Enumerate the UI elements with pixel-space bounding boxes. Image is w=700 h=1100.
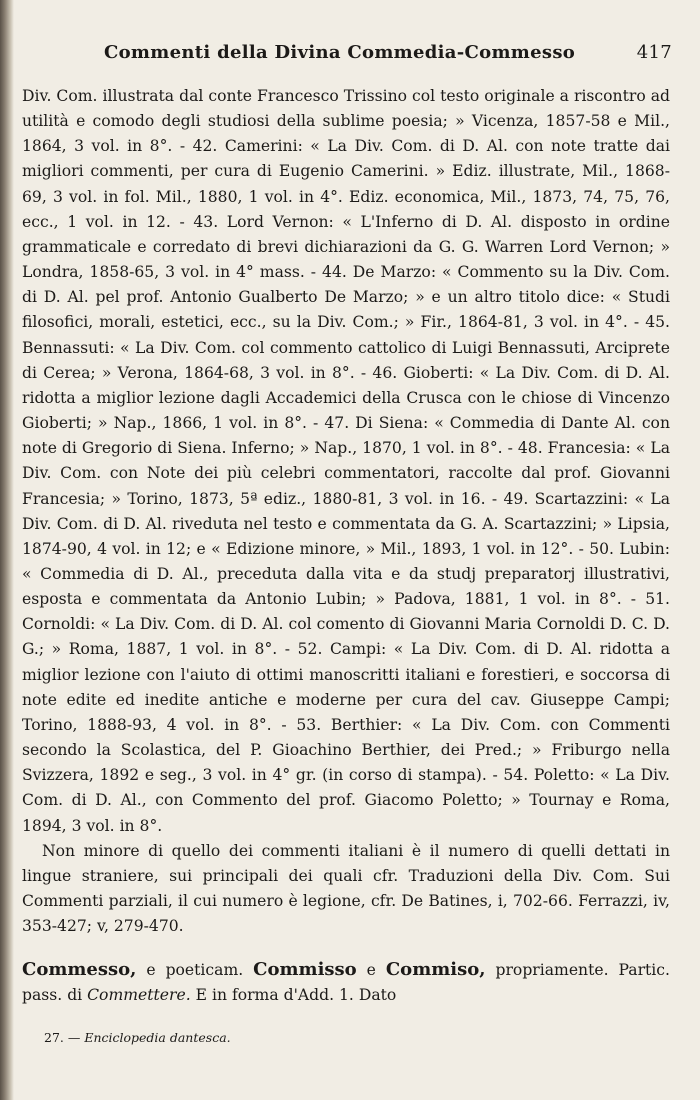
dictionary-entry-commesso — [22, 957, 670, 1008]
signature-number: 27. — — [44, 1029, 85, 1045]
book-page — [22, 38, 680, 1050]
headword-commesso: Commesso, — [22, 959, 137, 981]
entry-text-4: E in forma d'Add. 1. Dato — [190, 986, 397, 1005]
entry-text-1: e poeticam. — [136, 961, 254, 980]
entry-reference-commettere: Commettere. — [87, 986, 191, 1005]
foreign-commentaries-paragraph: Non minore di quello dei commenti italiani è il numero di quelli dettati in lingue straniere, sui principali dei quali cfr. Traduzioni della Div. Com. Sui Commenti parziali, il cui numero è legione, cfr. De Batines, i, 702-66. Ferrazzi, iv, 353-427; v, 279-470. — [22, 841, 670, 936]
entry-text-3: propriamente. Partic. pass. di — [22, 961, 670, 1005]
page-number: 417 — [636, 42, 672, 63]
running-header — [22, 38, 680, 70]
page-body — [22, 84, 680, 1050]
signature-title: Enciclopedia dantesca. — [84, 1029, 231, 1045]
entry-text-2: e — [356, 961, 386, 980]
running-title: Commenti della Divina Commedia-Commesso — [104, 42, 576, 63]
headword-commisso: Commisso — [253, 959, 357, 981]
commentaries-list-paragraph: Div. Com. illustrata dal conte Francesco Trissino col testo originale a riscontro ad utilità e comodo degli studiosi della sublime poesia; » Vicenza, 1857-58 e Mil., 1864, 3 vol. in 8°. - 42. Camerini: « La Div. Com. di D. Al. con note tratte dai migliori commenti, per cura di Eugenio Camerini. » Ediz. illustrate, Mil., 1868-69, 3 vol. in fol. Mil., 1880, 1 vol. in 4°. Ediz. economica, Mil., 1873, 74, 75, 76, ecc., 1 vol. in 12. - 43. Lord Vernon: « L'Inferno di D. Al. disposto in ordine grammaticale e corredato di brevi dichiarazioni da G. G. Warren Lord Vernon; » Londra, 1858-65, 3 vol. in 4° mass. - 44. De Marzo: « Commento su la Div. Com. di D. Al. pel prof. Antonio Gualberto De Marzo; » e un altro titolo dice: « Studi filosofici, morali, estetici, ecc., su la Div. Com.; » Fir., 1864-81, 3 vol. in 4°. - 45. Bennassuti: « La Div. Com. col commento cattolico di Luigi Bennassuti, Arciprete di Cerea; » Verona, 1864-68, 3 vol. in 8°. - 46. Gioberti: « La Div. Com. di D. Al. ridotta a miglior lezione dagli Accademici della Crusca con le chiose di Vincenzo Gioberti; » Nap., 1866, 1 vol. in 8°. - 47. Di Siena: « Commedia di Dante Al. con note di Gregorio di Siena. Inferno; » Nap., 1870, 1 vol. in 8°. - 48. Francesia: « La Div. Com. con Note dei più celebri commentatori, raccolte dal prof. Giovanni Francesia; » Torino, 1873, 5ª ediz., 1880-81, 3 vol. in 16. - 49. Scartazzini: « La Div. Com. di D. Al. riveduta nel testo e commentata da G. A. Scartazzini; » Lipsia, 1874-90, 4 vol. in 12; e « Edizione minore, » Mil., 1893, 1 vol. in 12°. - 50. Lubin: « Commedia di D. Al., preceduta dalla vita e da studj preparatorj illustrativi, esposta e commentata da Antonio Lubin; » Padova, 1881, 1 vol. in 8°. - 51. Cornoldi: « La Div. Com. di D. Al. col comento di Giovanni Maria Cornoldi D. C. D. G.; » Roma, 1887, 1 vol. in 8°. - 52. Campi: « La Div. Com. di D. Al. ridotta a miglior lezione con l'aiuto di ottimi manoscritti italiani e forestieri, e soccorsa di note edite ed inedite antiche e moderne per cura del cav. Giuseppe Campi; Torino, 1888-93, 4 vol. in 8°. - 53. Berthier: « La Div. Com. con Commenti secondo la Scolastica, del P. Gioachino Berthier, dei Pred.; » Friburgo nella Svizzera, 1892 e seg., 3 vol. in 4° gr. (in corso di stampa). - 54. Poletto: « La Div. Com. di D. Al., con Commento del prof. Giacomo Poletto; » Tournay e Roma, 1894, 3 vol. in 8°. — [22, 87, 670, 835]
book-spine-shadow — [0, 0, 14, 1100]
signature-footnote — [44, 1025, 670, 1050]
headword-commiso: Commiso, — [385, 959, 486, 981]
